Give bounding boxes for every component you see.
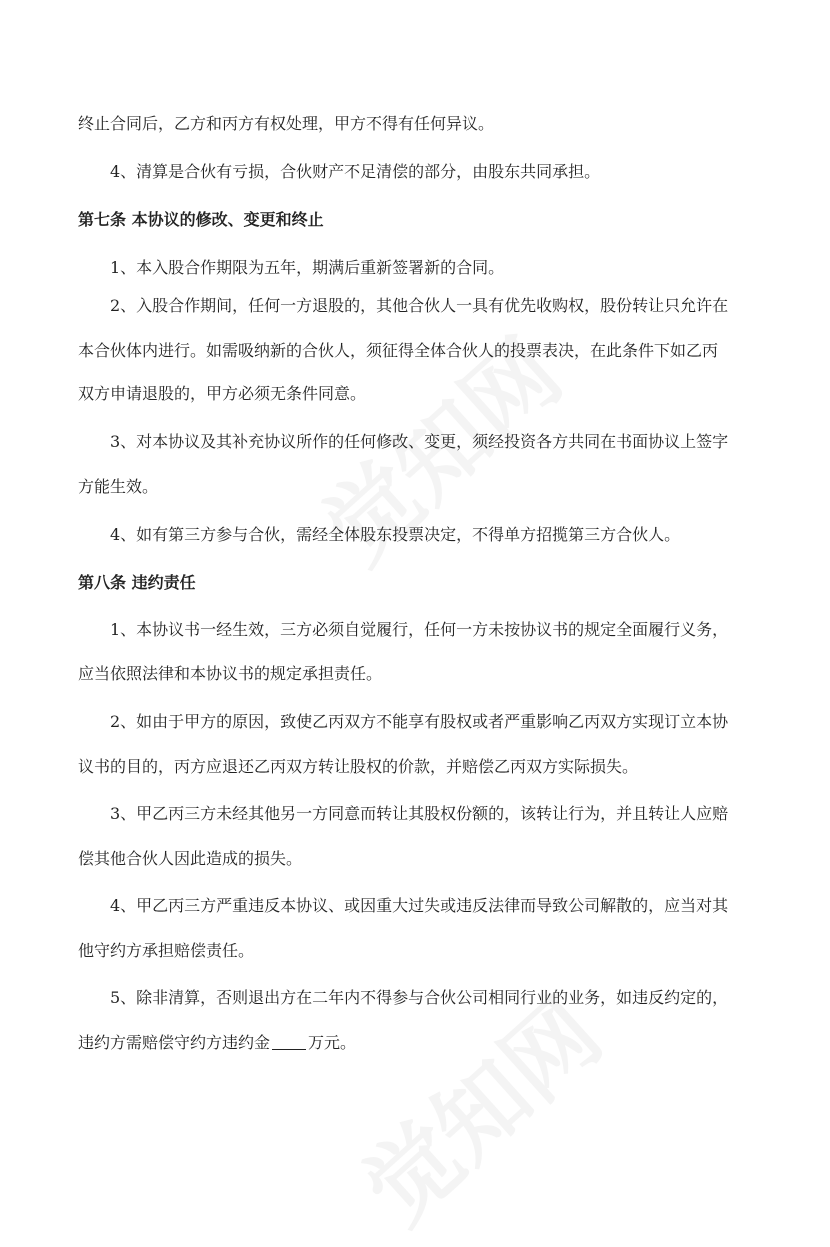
paragraph-line: 5、除非清算，否则退出方在二年内不得参与合伙公司相同行业的业务，如违反约定的，	[110, 988, 729, 1007]
penalty-text: 违约方需赔偿守约方违约金	[78, 1033, 271, 1052]
paragraph-line: 4、如有第三方参与合伙，需经全体股东投票决定，不得单方招揽第三方合伙人。	[110, 525, 681, 544]
paragraph-line: 1、本协议书一经生效，三方必须自觉履行，任何一方未按协议书的规定全面履行义务，	[110, 620, 729, 639]
paragraph-line: 3、甲乙丙三方未经其他另一方同意而转让其股权份额的，该转让行为，并且转让人应赔	[110, 804, 729, 823]
paragraph-line: 4、清算是合伙有亏损，合伙财产不足清偿的部分，由股东共同承担。	[110, 162, 601, 181]
paragraph-line: 双方申请退股的，甲方必须无条件同意。	[78, 384, 367, 403]
paragraph-line: 应当依照法律和本协议书的规定承担责任。	[78, 664, 383, 683]
paragraph-line: 1、本入股合作期限为五年，期满后重新签署新的合同。	[110, 258, 505, 277]
paragraph-line: 议书的目的，丙方应退还乙丙双方转让股权的价款，并赔偿乙丙双方实际损失。	[78, 757, 639, 776]
paragraph-line: 2、如由于甲方的原因，致使乙丙双方不能享有股权或者严重影响乙丙双方实现订立本协	[110, 712, 729, 731]
paragraph-line: 3、对本协议及其补充协议所作的任何修改、变更，须经投资各方共同在书面协议上签字	[110, 432, 729, 451]
section-heading-8: 第八条 违约责任	[78, 573, 196, 592]
penalty-unit: 万元。	[308, 1033, 357, 1052]
paragraph-line: 方能生效。	[78, 477, 159, 496]
paragraph-line: 2、入股合作期间，任何一方退股的，其他合伙人一具有优先收购权，股份转让只允许在	[110, 296, 729, 315]
fill-in-blank	[272, 1035, 306, 1050]
paragraph-line: 终止合同后，乙方和丙方有权处理，甲方不得有任何异议。	[78, 114, 495, 133]
paragraph-line: 偿其他合伙人因此造成的损失。	[78, 849, 303, 868]
paragraph-line: 4、甲乙丙三方严重违反本协议、或因重大过失或违反法律而导致公司解散的，应当对其	[110, 896, 729, 915]
paragraph-line: 本合伙体内进行。如需吸纳新的合伙人，须征得全体合伙人的投票表决，在此条件下如乙丙	[78, 341, 719, 360]
section-heading-7: 第七条 本协议的修改、变更和终止	[78, 210, 324, 229]
paragraph-line: 他守约方承担赔偿责任。	[78, 941, 255, 960]
paragraph-line	[78, 1033, 356, 1053]
